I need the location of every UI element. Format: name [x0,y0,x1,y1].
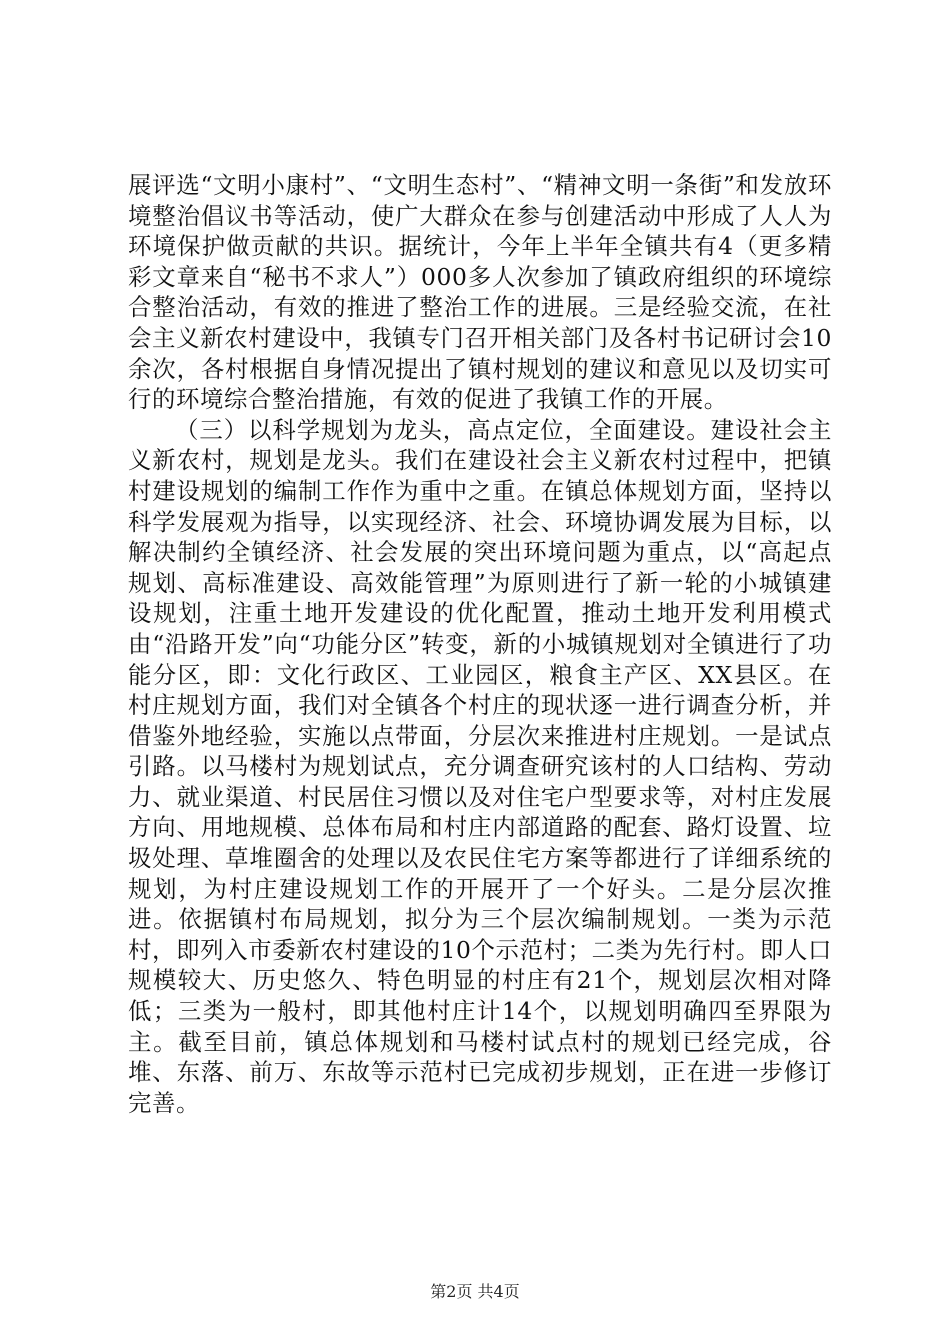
document-body [128,170,832,1118]
page-number-footer: 第2页 共4页 [430,1282,520,1301]
paragraph-2: （三）以科学规划为龙头，高点定位，全面建设。建设社会主义新农村，规划是龙头。我们在建设社会主义新农村过程中，把镇村建设规划的编制工作作为重中之重。在镇总体规划方面，坚持以科学发展观为指导，以实现经济、社会、环境协调发展为目标，以解决制约全镇经济、社会发展的突出环境问题为重点，以“高起点规划、高标准建设、高效能管理”为原则进行了新一轮的小城镇建设规划，注重土地开发建设的优化配置，推动土地开发利用模式由“沿路开发”向“功能分区”转变，新的小城镇规划对全镇进行了功能分区，即：文化行政区、工业园区，粮食主产区、XX县区。在村庄规划方面，我们对全镇各个村庄的现状逐一进行调查分析，并借鉴外地经验，实施以点带面，分层次来推进村庄规划。一是试点引路。以马楼村为规划试点，充分调查研究该村的人口结构、劳动力、就业渠道、村民居住习惯以及对住宅户型要求等，对村庄发展方向、用地规模、总体布局和村庄内部道路的配套、路灯设置、垃圾处理、草堆圈舍的处理以及农民住宅方案等都进行了详细系统的规划，为村庄建设规划工作的开展开了一个好头。二是分层次推进。依据镇村布局规划，拟分为三个层次编制规划。一类为示范村，即列入市委新农村建设的10个示范村；二类为先行村。即人口规模较大、历史悠久、特色明显的村庄有21个，规划层次相对降低；三类为一般村，即其他村庄计14个，以规划明确四至界限为主。截至目前，镇总体规划和马楼村试点村的规划已经完成，谷堆、东落、前万、东故等示范村已完成初步规划，正在进一步修订完善。 [128,415,832,1117]
paragraph-1: 展评选“文明小康村”、“文明生态村”、“精神文明一条街”和发放环境整治倡议书等活动，使广大群众在参与创建活动中形成了人人为环境保护做贡献的共识。据统计，今年上半年全镇共有4（更多精彩文章来自“秘书不求人”）000多人次参加了镇政府组织的环境综合整治活动，有效的推进了整治工作的进展。三是经验交流，在社会主义新农村建设中，我镇专门召开相关部门及各村书记研讨会10余次，各村根据自身情况提出了镇村规划的建议和意见以及切实可行的环境综合整治措施，有效的促进了我镇工作的开展。 [128,171,832,414]
